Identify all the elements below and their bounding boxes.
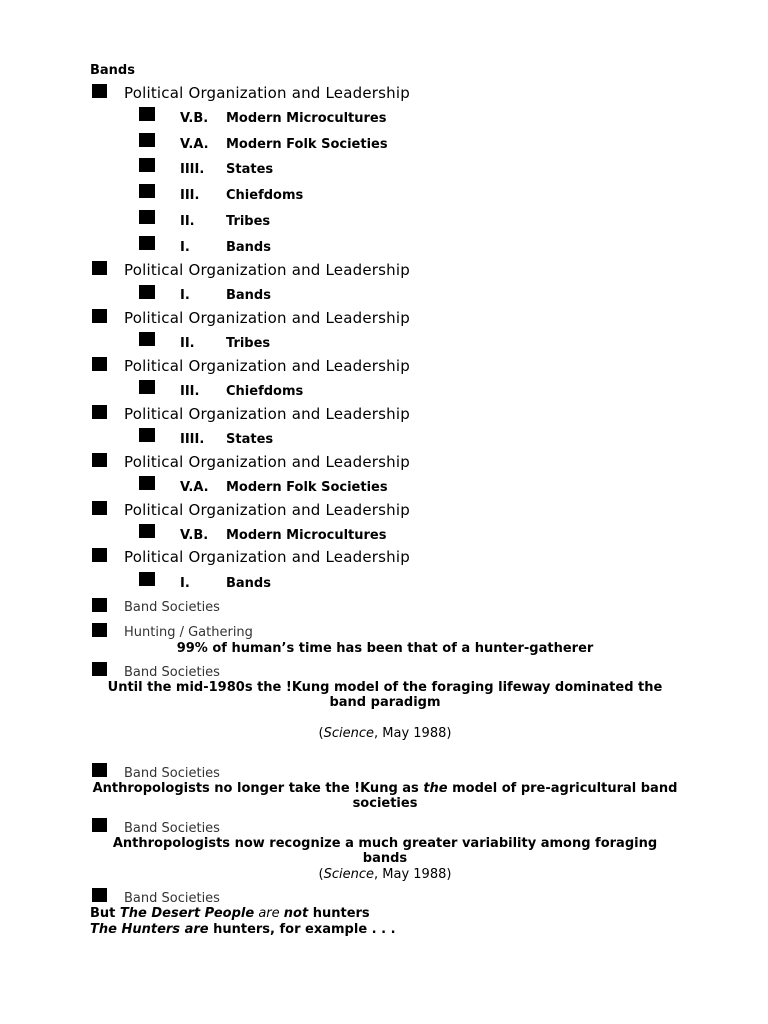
statement-part: Anthropologists no longer take the !Kung as [92,781,424,796]
heading: Political Organization and Leadership [124,261,410,279]
bullet-square-icon [92,501,107,515]
section-label: Chiefdoms [226,384,304,399]
hunting-statement: 99% of human’s time has been that of a hunter-gatherer [176,641,594,656]
hunters-line [90,922,396,937]
bullet-square-icon [92,84,107,98]
desert-people-line [90,906,370,921]
statement-part: model of pre-agricultural band societies [352,781,678,811]
bullet-square-icon [139,285,155,299]
heading: Political Organization and Leadership [124,501,410,519]
band-societies-label: Band Societies [124,821,220,836]
heading: Political Organization and Leadership [124,357,410,375]
bullet-square-icon [92,453,107,467]
statement-emphasis: the [423,781,448,796]
text-part: But [90,906,120,921]
band-societies-label: Band Societies [124,600,220,615]
bullet-square-icon [92,405,107,419]
kung-model-statement: Until the mid-1980s the !Kung model of the foraging lifeway dominated the band paradigm [107,680,663,710]
outline-label: Bands [226,240,271,255]
band-societies-label: Band Societies [124,665,220,680]
text-part: hunters [308,906,370,921]
band-societies-label: Band Societies [124,891,220,906]
bullet-square-icon [139,133,155,147]
section-label: Modern Folk Societies [226,480,388,495]
citation-rest: , May 1988) [374,867,452,882]
bullet-square-icon [139,184,155,198]
bullet-square-icon [139,332,155,346]
outline-label: Modern Microcultures [226,111,387,126]
bullet-square-icon [139,107,155,121]
outline-label: Tribes [226,214,271,229]
section-number: III. [180,384,200,399]
outline-label: Chiefdoms [226,188,304,203]
bullet-square-icon [139,476,155,490]
section-number: I. [180,288,190,303]
outline-number: II. [180,214,195,229]
no-longer-statement [90,781,680,811]
outline-number: I. [180,240,190,255]
bullet-square-icon [139,210,155,224]
outline-number: V.B. [180,111,209,126]
section-label: Bands [226,288,271,303]
outline-label: Modern Folk Societies [226,137,388,152]
bullet-square-icon [92,309,107,323]
bullet-square-icon [139,236,155,250]
film-title: The Desert People [119,906,255,921]
outline-number: III. [180,188,200,203]
section-label: Tribes [226,336,271,351]
heading: Political Organization and Leadership [124,548,410,566]
bullet-square-icon [92,357,107,371]
text-part: are [180,922,209,937]
bullet-square-icon [92,662,107,676]
bullet-square-icon [92,548,107,562]
section-number: V.A. [180,480,209,495]
heading: Political Organization and Leadership [124,309,410,327]
bullet-square-icon [92,623,107,637]
citation [90,867,680,882]
text-part: hunters, for example . . . [208,922,396,937]
film-title: The Hunters [90,922,181,937]
bullet-square-icon [139,572,155,586]
emphasis: not [283,906,309,921]
section-label: Bands [226,576,271,591]
section-label: Modern Microcultures [226,528,387,543]
outline-label: States [226,162,274,177]
bullet-square-icon [92,888,107,902]
citation-rest: , May 1988) [374,726,452,741]
section-number: IIII. [180,432,205,447]
citation-open: ( [318,867,324,882]
heading: Political Organization and Leadership [124,405,410,423]
heading: Political Organization and Leadership [124,453,410,471]
text-part: are [254,906,284,921]
citation [90,726,680,741]
bullet-square-icon [92,598,107,612]
citation-journal: Science [323,726,375,741]
heading: Political Organization and Leadership [124,84,410,102]
bullet-square-icon [139,524,155,538]
bullet-square-icon [139,158,155,172]
section-number: II. [180,336,195,351]
citation-open: ( [318,726,324,741]
section-label: States [226,432,274,447]
outline-number: IIII. [180,162,205,177]
bullet-square-icon [139,380,155,394]
bullet-square-icon [92,763,107,777]
outline-number: V.A. [180,137,209,152]
variability-statement: Anthropologists now recognize a much greater variability among foraging bands [112,836,658,866]
bullet-square-icon [92,818,107,832]
hunting-gathering-label: Hunting / Gathering [124,625,253,640]
citation-journal: Science [323,867,375,882]
page-title: Bands [90,63,135,78]
bullet-square-icon [92,261,107,275]
bullet-square-icon [139,428,155,442]
band-societies-label: Band Societies [124,766,220,781]
section-number: V.B. [180,528,209,543]
section-number: I. [180,576,190,591]
